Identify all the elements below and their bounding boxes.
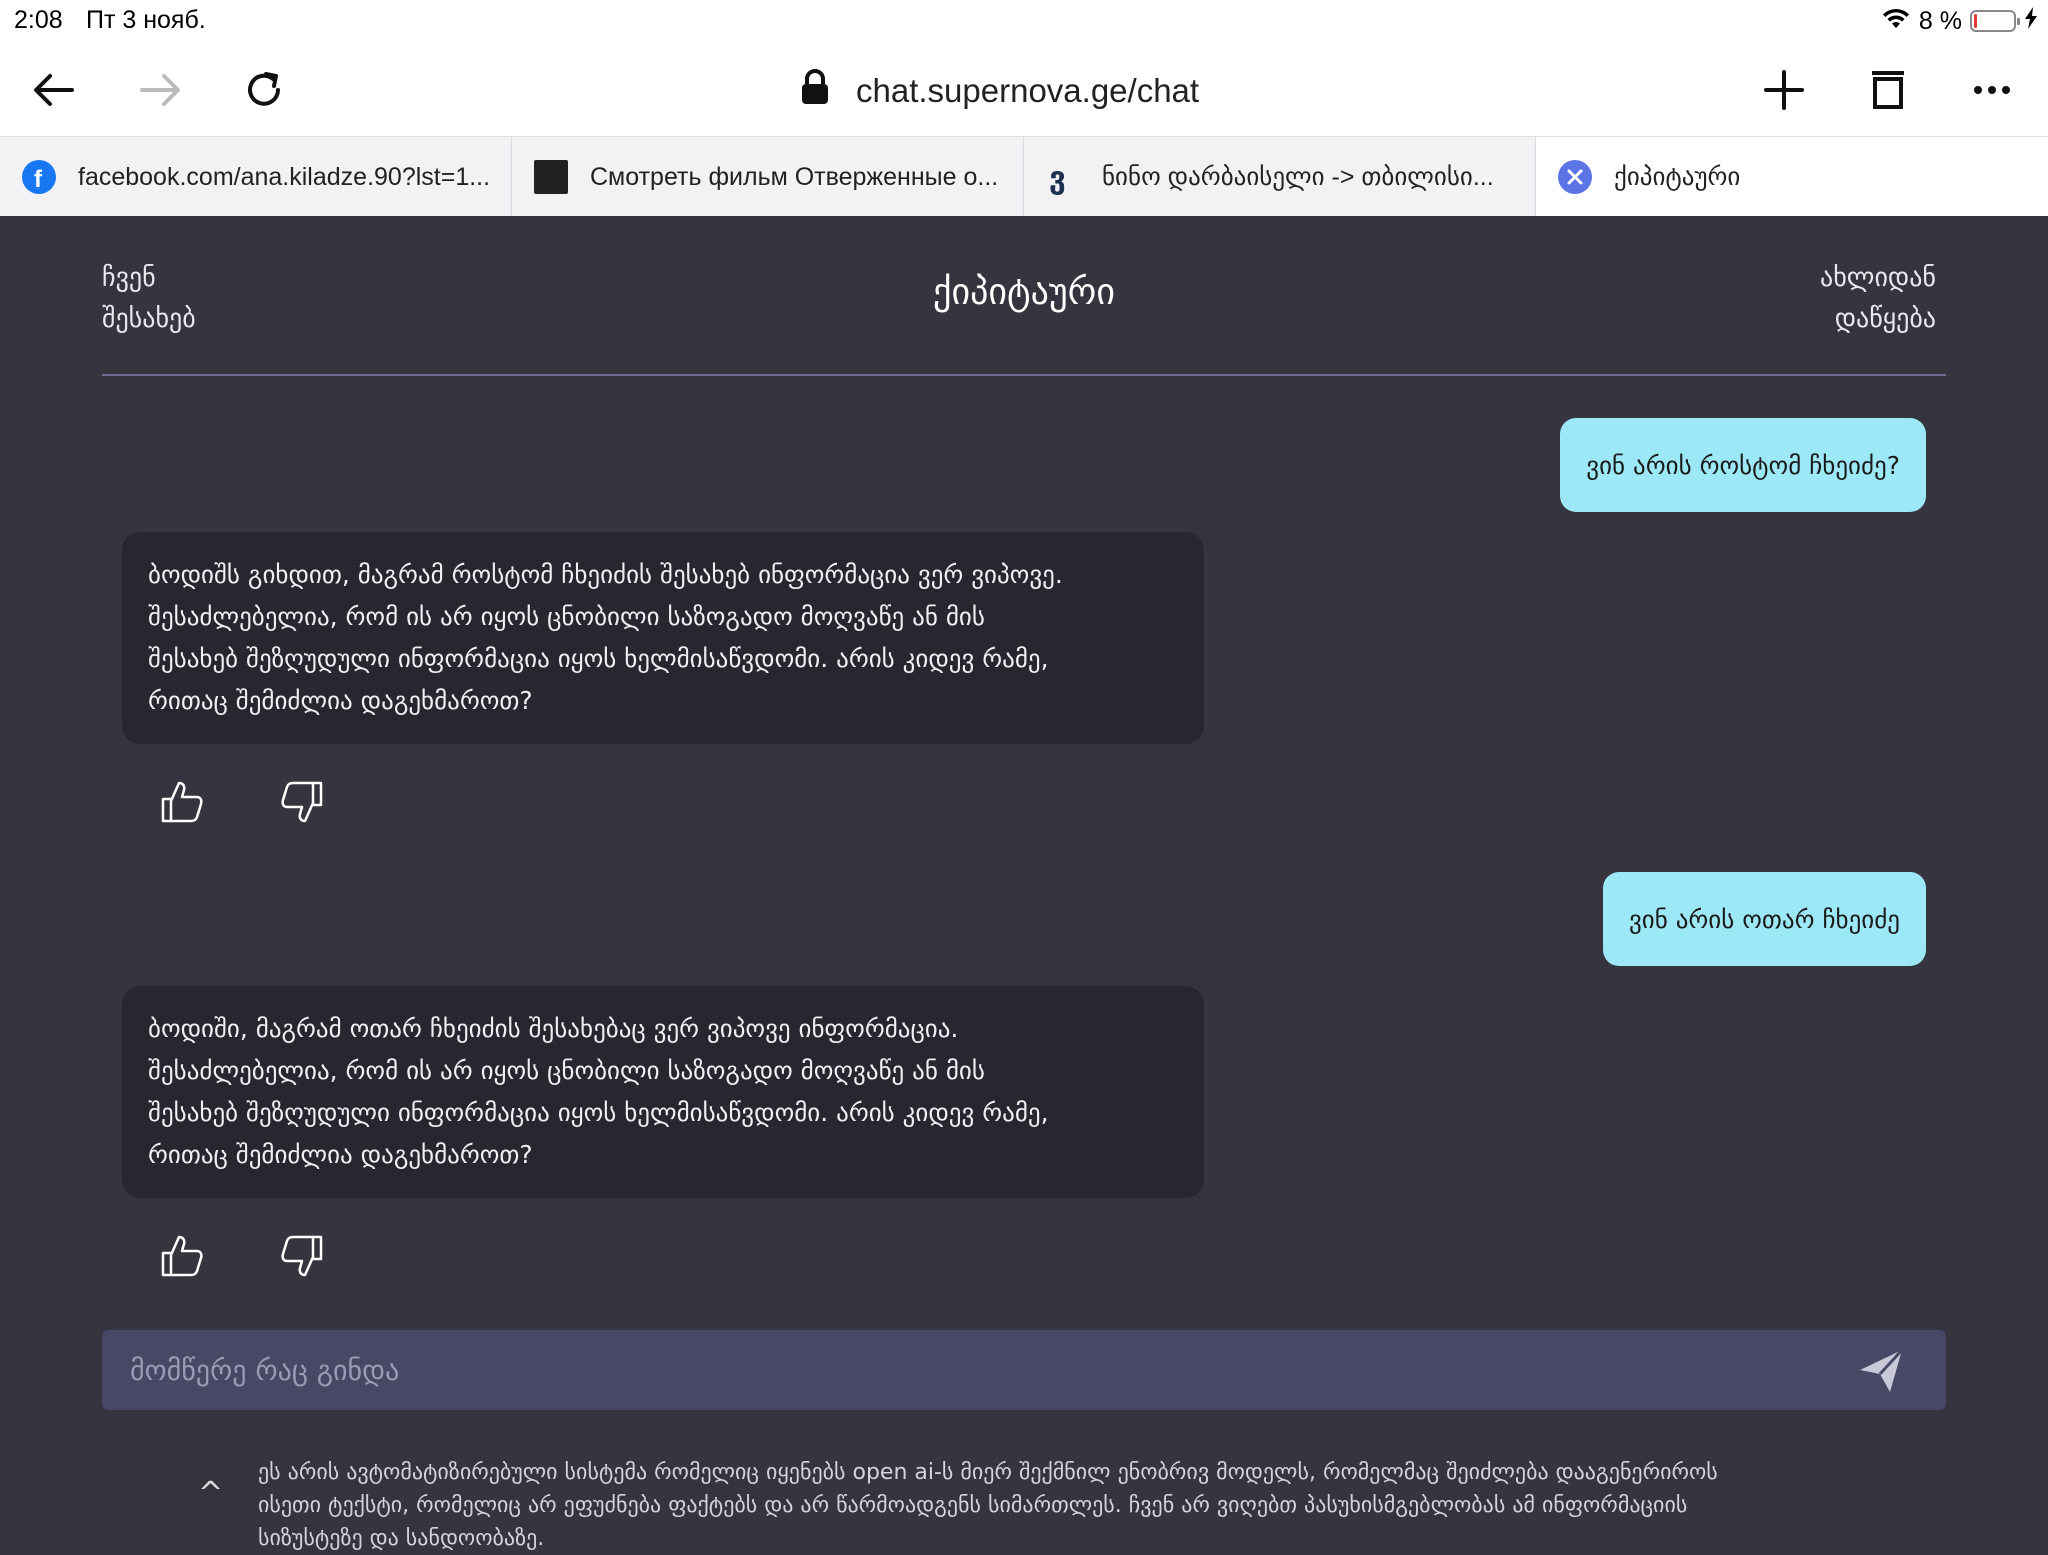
url-text: chat.supernova.ge/chat [856,72,1200,109]
thumbs-up-button[interactable] [154,1228,210,1284]
more-dots-icon [1972,84,2012,96]
thumbs-down-icon [279,779,325,825]
tab-nino[interactable] [1024,137,1536,217]
disclaimer-line: ეს არის ავტომატიზირებული სისტემა რომელიც იყენებს open ai-ს მიერ შექმნილ ენობრივ მოდელს, რომელმაც შეიძლება დააგენერიროს [258,1460,1718,1485]
svg-text:f: f [34,166,42,193]
new-tab-button[interactable] [1754,60,1814,120]
about-link-line1: ჩვენ [102,263,156,293]
restart-link[interactable] [1820,258,1936,340]
tab-title: ნინო დარბაისელი -> თბილისი... [1102,163,1494,191]
about-link-line2: შესახებ [102,304,196,334]
tab-active[interactable] [1536,137,2048,217]
address-bar[interactable] [800,66,1199,116]
tabs-overview-button[interactable] [1858,60,1918,120]
plus-icon [1763,69,1805,111]
thumbs-down-button[interactable] [274,774,330,830]
reload-button[interactable] [234,60,294,120]
wifi-icon [1881,6,1911,37]
thumbs-up-button[interactable] [154,774,210,830]
tab-title: Смотреть фильм Отверженные о... [590,162,999,191]
bot-message-line: შესახებ შეზღუდული ინფორმაცია იყოს ხელმისაწვდომი. არის კიდევ რამე, [148,644,1049,673]
bot-message [122,532,1204,744]
thumbs-down-button[interactable] [274,1228,330,1284]
thumbs-up-icon [159,1233,205,1279]
tab-title: facebook.com/ana.kiladze.90?lst=1... [78,162,491,191]
browser-toolbar [0,44,2048,136]
charging-bolt-icon [2024,7,2038,36]
message-composer [102,1330,1946,1410]
tab-film[interactable] [512,137,1024,217]
status-bar [0,0,2048,44]
site-3-icon [1046,160,1080,194]
status-time: 2:08 [14,6,63,34]
tabs-icon [1870,70,1906,110]
bot-message-line: შესახებ შეზღუდული ინფორმაცია იყოს ხელმისაწვდომი. არის კიდევ რამე, [148,1098,1049,1127]
close-circle-icon[interactable] [1558,160,1592,194]
message-input[interactable] [130,1330,1830,1410]
collapse-toggle[interactable]: ^ [198,1476,224,1511]
send-button[interactable] [1856,1346,1906,1396]
disclaimer [258,1456,1858,1555]
bot-message-line: ბოდიში, მაგრამ ოთარ ჩხეიძის შესახებაც ვერ ვიპოვე ინფორმაცია. [148,1014,959,1043]
facebook-icon [22,160,56,194]
user-message-text: ვინ არის ოთარ ჩხეიძე [1628,904,1900,934]
bot-message-line: შესაძლებელია, რომ ის არ იყოს ცნობილი საზოგადო მოღვაწე ან მის [148,602,985,631]
bot-message-line: შესაძლებელია, რომ ის არ იყოს ცნობილი საზოგადო მოღვაწე ან მის [148,1056,985,1085]
page-title: ქიპიტაური [933,272,1115,313]
chat-page [0,216,2048,1551]
bot-message-line: რითაც შემიძლია დაგეხმაროთ? [148,686,533,715]
status-right [1881,4,2038,38]
thumbs-up-icon [159,779,205,825]
bot-message-line: ბოდიშს გიხდით, მაგრამ როსტომ ჩხეიძის შესახებ ინფორმაცია ვერ ვიპოვე. [148,560,1063,589]
reload-icon [242,68,286,112]
battery-level-fill [1974,14,1977,28]
arrow-left-icon [32,72,76,108]
restart-link-line1: ახლიდან [1820,263,1936,293]
status-date: Пт 3 нояб. [86,6,206,34]
arrow-right-icon [138,72,182,108]
more-button[interactable] [1962,60,2022,120]
battery-icon [1970,10,2016,32]
disclaimer-line: ისეთი ტექსტი, რომელიც არ ეფუძნება ფაქტებს და არ წარმოადგენს სიმართლეს. ჩვენ არ ვიღებთ პასუხისმგებლობას ამ ინფორმაციის [258,1493,1688,1518]
user-message [1603,872,1926,966]
battery-percent: 8 % [1918,6,1962,35]
tab-title: ქიპიტაური [1614,163,1741,191]
bot-message-line: რითაც შემიძლია დაგეხმაროთ? [148,1140,533,1169]
tab-facebook[interactable] [0,137,512,217]
film-site-icon [534,160,568,194]
header-divider [102,374,1946,376]
forward-button[interactable] [130,60,190,120]
user-message [1560,418,1926,512]
svg-text:ვ: ვ [1049,161,1066,196]
lock-icon [800,68,830,114]
tab-strip [0,136,2048,216]
send-icon [1856,1346,1906,1396]
back-button[interactable] [24,60,84,120]
bot-message [122,986,1204,1198]
user-message-text: ვინ არის როსტომ ჩხეიძე? [1586,450,1900,480]
thumbs-down-icon [279,1233,325,1279]
disclaimer-line: სიზუსტეზე და სანდოობაზე. [258,1526,545,1551]
restart-link-line2: დაწყება [1834,304,1936,334]
